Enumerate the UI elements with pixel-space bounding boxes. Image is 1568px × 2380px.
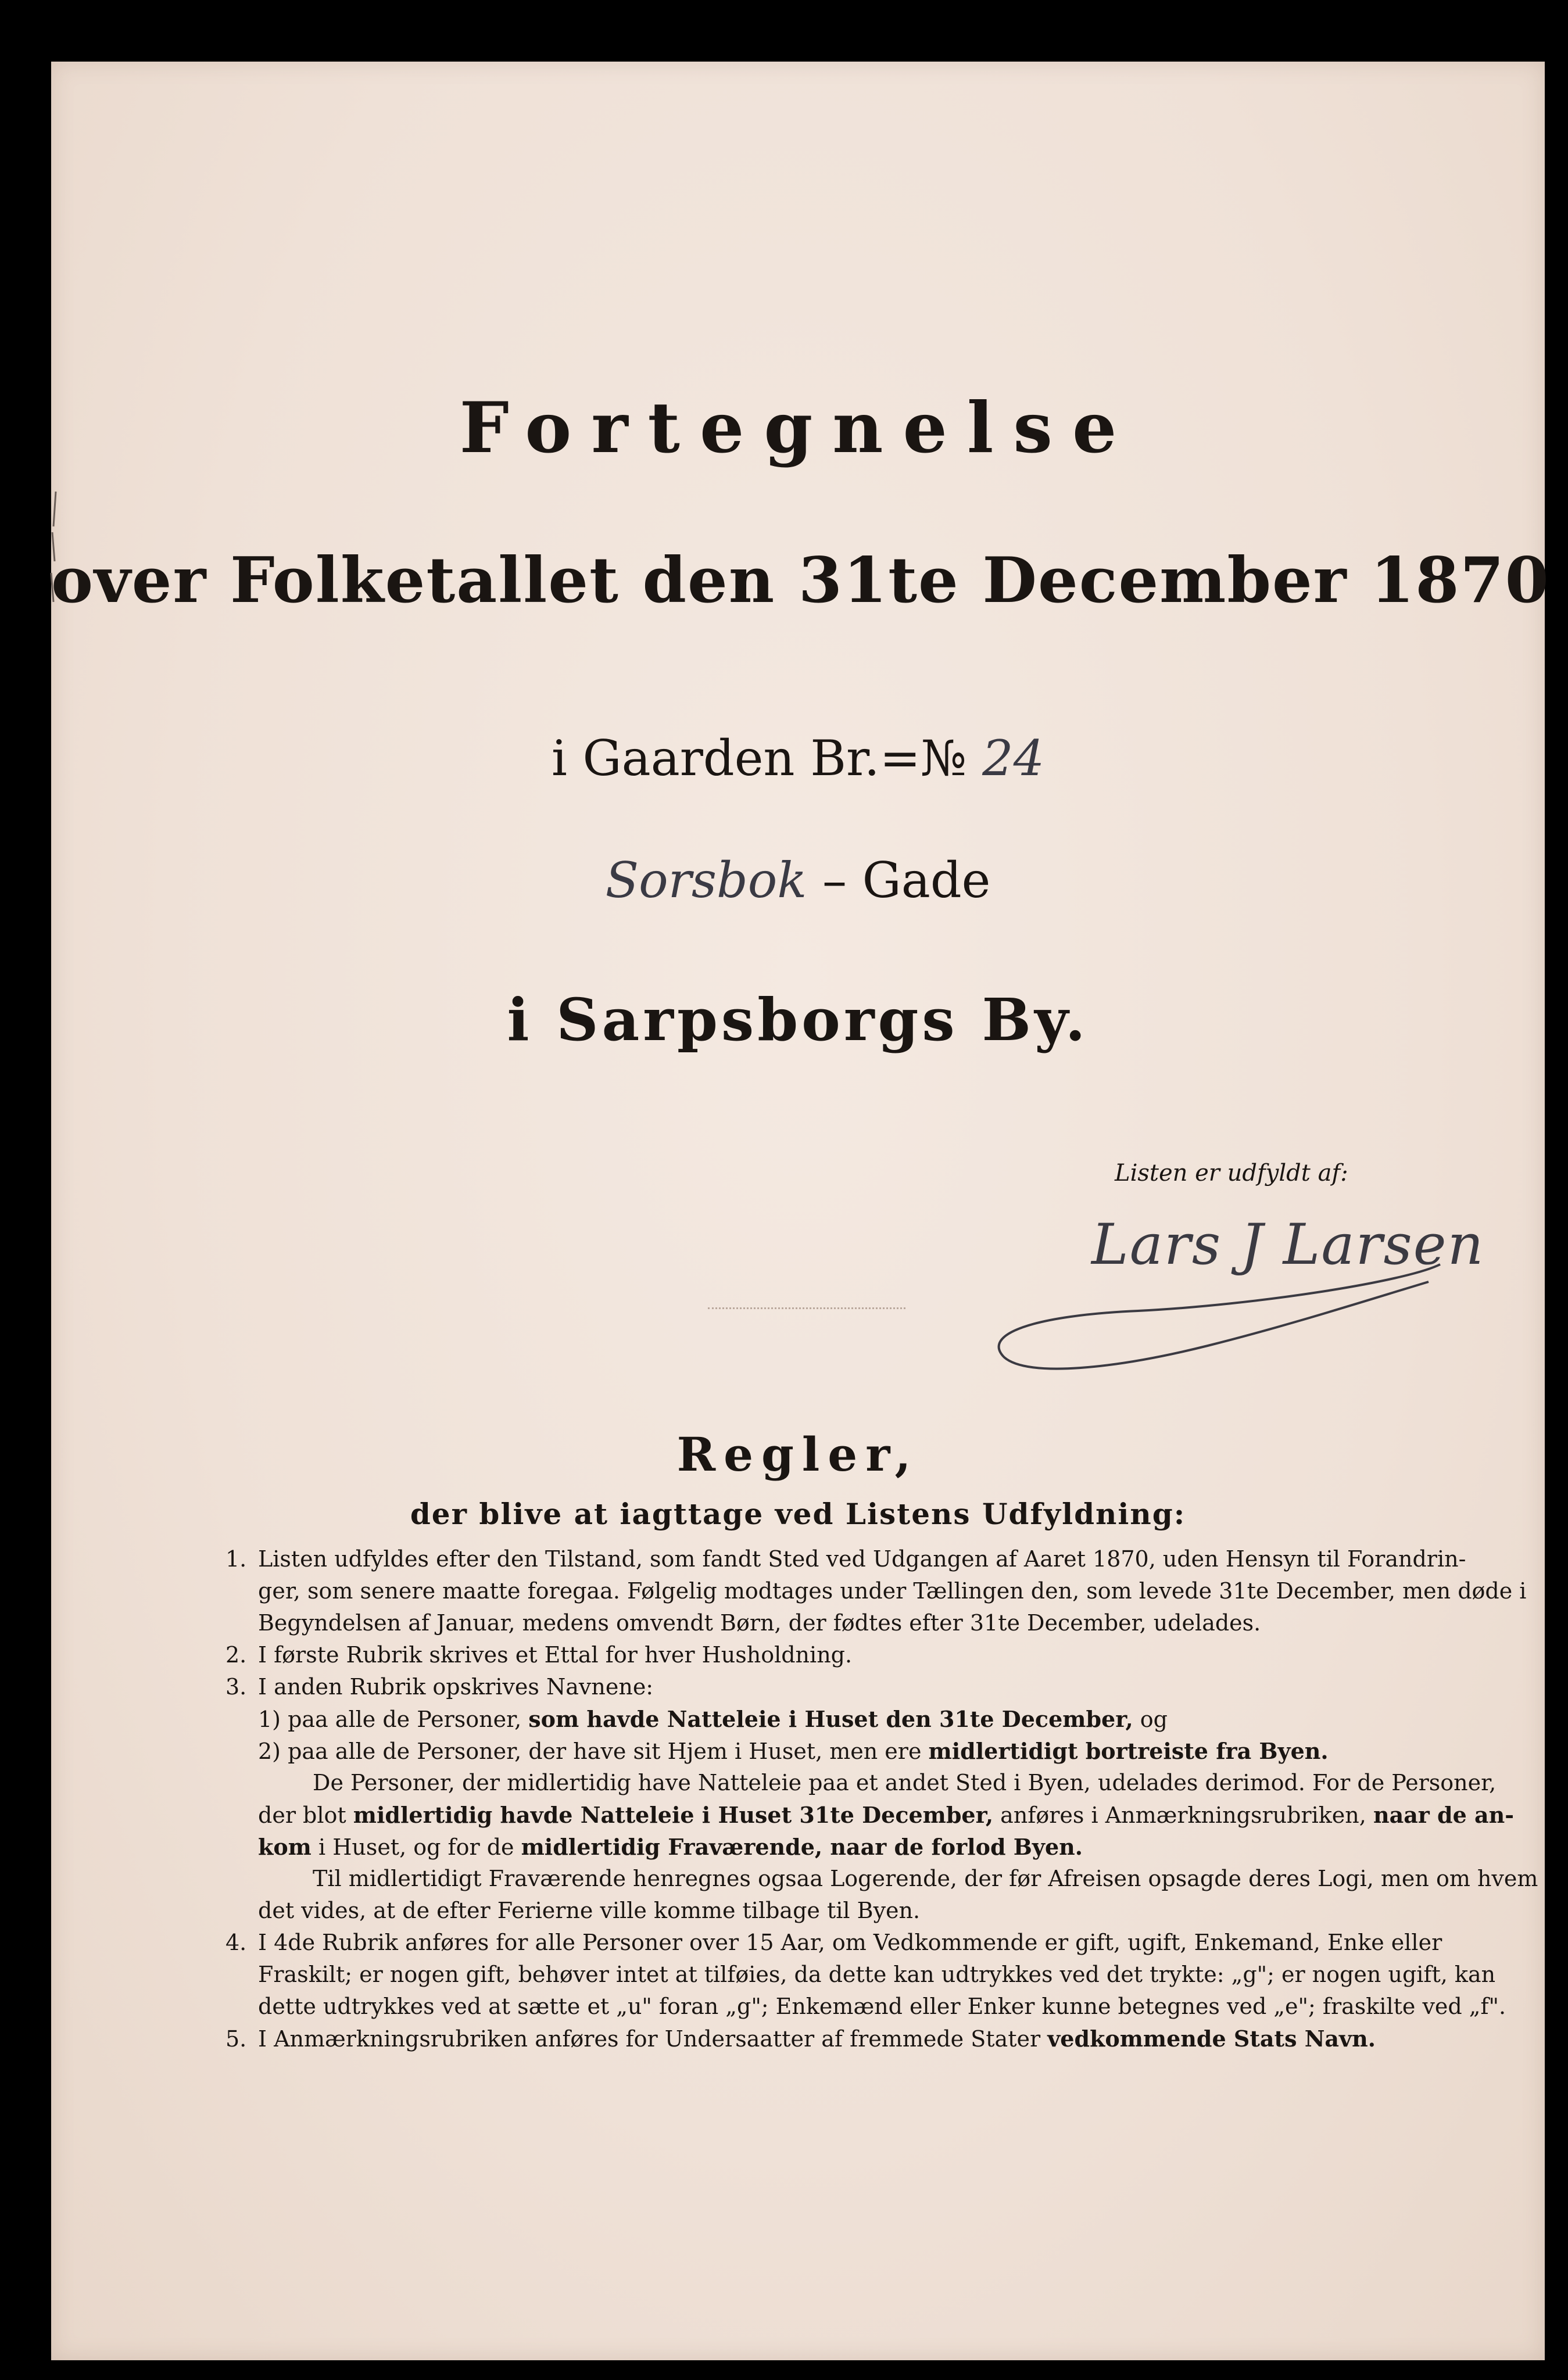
filled-by-label: Listen er udfyldt af: [1115,1160,1348,1187]
rule-3-para-2 [225,1799,1515,1831]
rule-text-bold: vedkommende Stats Navn. [1047,2026,1376,2052]
rule-text-bold: naar de an- [1373,1802,1515,1828]
rule-text: 1) paa alle de Personer, [258,1707,529,1732]
rule-3-para-3 [225,1831,1440,1863]
rule-text-bold: midlertidig Fraværende, naar de forlod Byen. [521,1834,1083,1860]
farm-label: i Gaarden Br.=№ [551,730,967,787]
rule-text-bold: som havde Natteleie i Huset den 31te December, [528,1706,1133,1732]
rule-text: I 4de Rubrik anføres for alle Personer over 15 Aar, om Vedkommende er gift, ugift, Enkemand, Enke eller [258,1930,1442,1955]
rule-text: 2) paa alle de Personer, der have sit Hjem i Huset, men ere [258,1739,929,1764]
census-form-page [51,62,1550,2360]
rule-text: I anden Rubrik opskrives Navnene: [258,1674,654,1700]
rule-text: i Huset, og for de [311,1834,521,1860]
rule-text: og [1133,1707,1168,1732]
rule-1-line-3: Begyndelsen af Januar, medens omvendt Børn, der fødtes efter 31te December, udelades. [258,1610,1261,1636]
rule-1-line-2: ger, som senere maatte foregaa. Følgelig modtages under Tællingen den, som levede 31te December, men døde i [258,1578,1527,1604]
rule-2-line-1 [225,1639,1440,1671]
street-name-handwritten: Sorsbok [605,852,807,909]
rule-3-line-1 [225,1671,1440,1703]
form-subtitle: over Folketallet den 31te December 1870 [51,544,1550,617]
rule-number: 5. [225,2026,247,2052]
rule-number: 4. [225,1930,247,1955]
rules-list [225,1543,1538,2055]
rule-text: der blot [258,1802,353,1828]
form-title: Fortegnelse [459,387,1137,469]
rule-number: 2. [225,1642,247,1668]
rule-3-para-5: det vides, at de efter Ferierne ville komme tilbage til Byen. [258,1898,921,1923]
street-dash: – [822,852,862,909]
rule-3-item-1 [225,1703,1440,1735]
rule-text-bold: kom [258,1834,312,1860]
rule-number: 1. [225,1546,247,1572]
rule-text: Listen udfyldes efter den Tilstand, som fandt Sted ved Udgangen af Aaret 1870, uden Hensyn til Forandrin- [258,1546,1466,1572]
rule-text-bold: midlertidig havde Natteleie i Huset 31te December, [353,1802,994,1828]
rule-4-line-1 [225,1927,1440,1959]
rule-3-para-4: Til midlertidigt Fraværende henregnes ogsaa Logerende, der før Afreisen opsagde deres Logi, men om hvem [313,1866,1538,1891]
rule-1-line-1 [225,1543,1466,1575]
signature-flourish [964,1247,1463,1386]
rule-5-line-1 [225,2023,1440,2055]
farm-number-line [51,730,1545,787]
rule-text: I første Rubrik skrives et Ettal for hver Husholdning. [258,1642,853,1668]
rule-3-para-1: De Personer, der midlertidig have Natteleie paa et andet Sted i Byen, udelades derimod. For de Personer, [313,1770,1497,1795]
street-line [51,852,1545,909]
rule-4-line-2: Fraskilt; er nogen gift, behøver intet at tilføies, da dette kan udtrykkes ved det trykte: „g"; er nogen ugift, kan [258,1962,1496,1987]
rule-4-line-3: dette udtrykkes ved at sætte et „u" foran „g"; Enkemænd eller Enker kunne betegnes ved „e"; fraskilte ved „f". [258,1994,1506,2019]
rule-text: I Anmærkningsrubriken anføres for Undersaatter af fremmede Stater [258,2026,1048,2052]
rule-text-bold: midlertidigt bortreiste fra Byen. [928,1738,1329,1764]
town-line: i Sarpsborgs By. [507,985,1089,1054]
signature: Lars J Larsen [1091,1212,1485,1277]
rule-3-item-2 [225,1735,1440,1767]
street-suffix: Gade [862,852,991,909]
dotted-divider [708,1307,905,1309]
rule-text: anføres i Anmærkningsrubriken, [993,1802,1373,1828]
rule-number: 3. [225,1674,247,1700]
rules-title: Regler, [676,1427,919,1482]
rules-subtitle: der blive at iagttage ved Listens Udfyldning: [410,1497,1186,1531]
farm-number-handwritten: 24 [982,730,1045,787]
